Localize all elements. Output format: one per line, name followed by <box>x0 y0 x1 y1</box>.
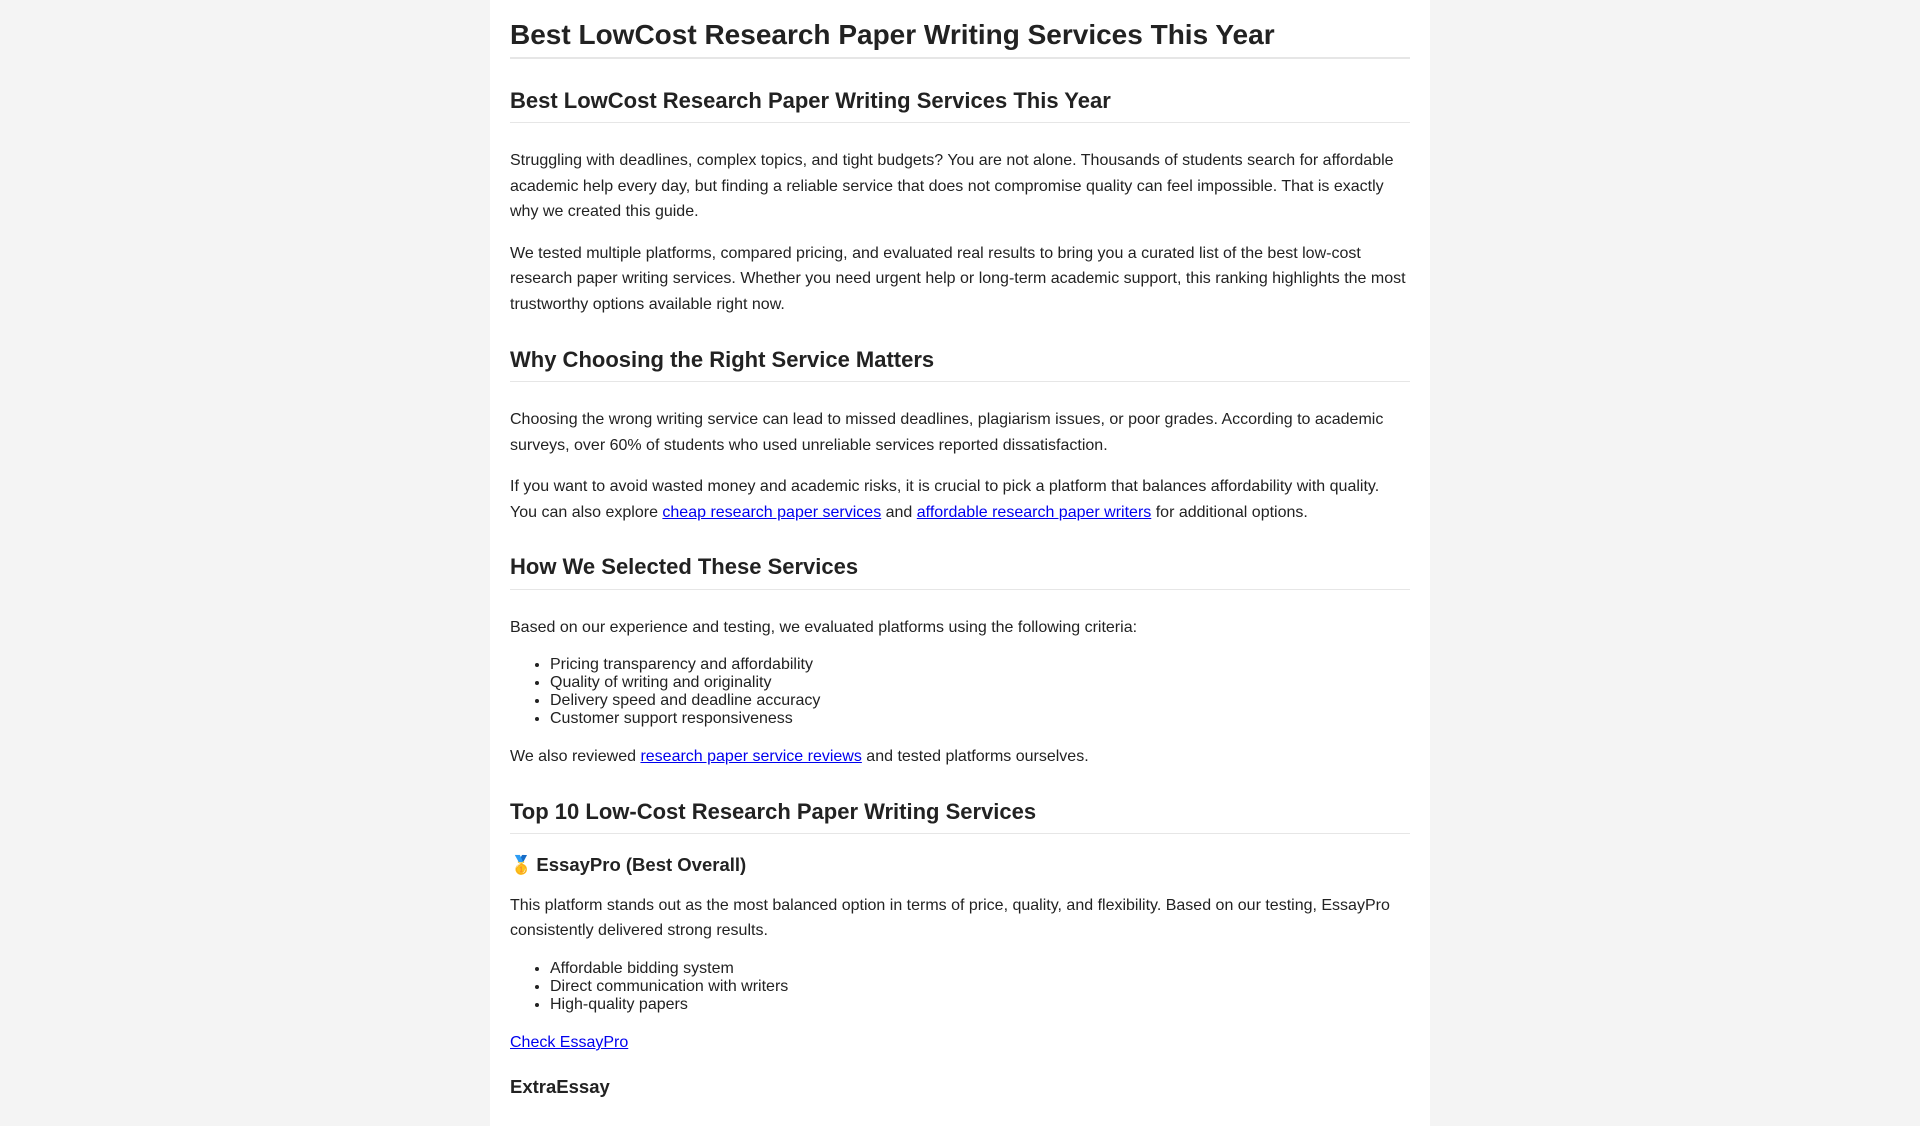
section-heading-top10: Top 10 Low-Cost Research Paper Writing Services <box>510 799 1410 834</box>
list-item: • Direct communication with writers <box>550 978 1410 996</box>
service-description: This platform stands out as the most balanced option in terms of price, quality, and flexibility. Based on our testing, EssayPro consistently delivered strong results. <box>510 896 1390 940</box>
page-title: Best LowCost Research Paper Writing Services This Year <box>510 0 1410 59</box>
why-paragraph-2 <box>510 474 1410 525</box>
why-text-middle: and <box>881 503 917 521</box>
cta-paragraph <box>510 1030 1410 1056</box>
why-text-after: for additional options. <box>1151 503 1308 521</box>
article-container <box>490 0 1430 1126</box>
why-paragraph-1: Choosing the wrong writing service can lead to missed deadlines, plagiarism issues, or poor grades. According to academic surveys, over 60% of students who used unreliable services reported dissatisfaction. <box>510 410 1384 454</box>
section-heading-why: Why Choosing the Right Service Matters <box>510 347 1410 382</box>
list-item: • Pricing transparency and affordability <box>550 656 1410 674</box>
list-item: • High-quality papers <box>550 996 1410 1014</box>
check-essaypro-link[interactable]: Check EssayPro <box>510 1034 629 1052</box>
intro-paragraph-2: We tested multiple platforms, compared pricing, and evaluated real results to bring you a curated list of the best low-cost research paper writing services. Whether you need urgent help or long-term academic support, this ranking highlights the most trustworthy options available right now. <box>510 244 1406 313</box>
why-text-before: If you want to avoid wasted money and academic risks, it is crucial to pick a platform that balances affordability with quality. You can also explore <box>510 478 1380 521</box>
service-heading-essaypro <box>510 854 1410 877</box>
review-text-after: and tested platforms ourselves. <box>861 748 1089 766</box>
criteria-list <box>510 656 1410 728</box>
how-intro: Based on our experience and testing, we evaluated platforms using the following criteria: <box>510 618 1138 636</box>
service-description-clipped <box>510 1114 1410 1126</box>
review-paragraph <box>510 744 1410 770</box>
gold-medal-icon: 🥇 <box>510 855 533 876</box>
list-item: • Quality of writing and originality <box>550 674 1410 692</box>
section-heading-how: How We Selected These Services <box>510 554 1410 589</box>
link-cheap-research-paper-services[interactable]: cheap research paper services <box>662 503 882 521</box>
list-item: • Customer support responsiveness <box>550 710 1410 728</box>
service-heading-extraessay: ExtraEssay <box>510 1075 610 1097</box>
link-affordable-research-paper-writers[interactable]: affordable research paper writers <box>916 503 1152 521</box>
list-item: • Affordable bidding system <box>550 960 1410 978</box>
service-name: EssayPro (Best Overall) <box>536 854 747 876</box>
list-item: • Delivery speed and deadline accuracy <box>550 692 1410 710</box>
intro-paragraph-1: Struggling with deadlines, complex topics, and tight budgets? You are not alone. Thousands of students search for affordable academic help every day, but finding a reliable service that does not compromise quality can feel impossible. That is exactly why we created this guide. <box>510 151 1394 221</box>
review-text-before: We also reviewed <box>510 748 641 766</box>
link-research-paper-service-reviews[interactable]: research paper service reviews <box>640 748 862 766</box>
service-features-list <box>510 960 1410 1014</box>
section-heading-intro: Best LowCost Research Paper Writing Services This Year <box>510 88 1410 123</box>
